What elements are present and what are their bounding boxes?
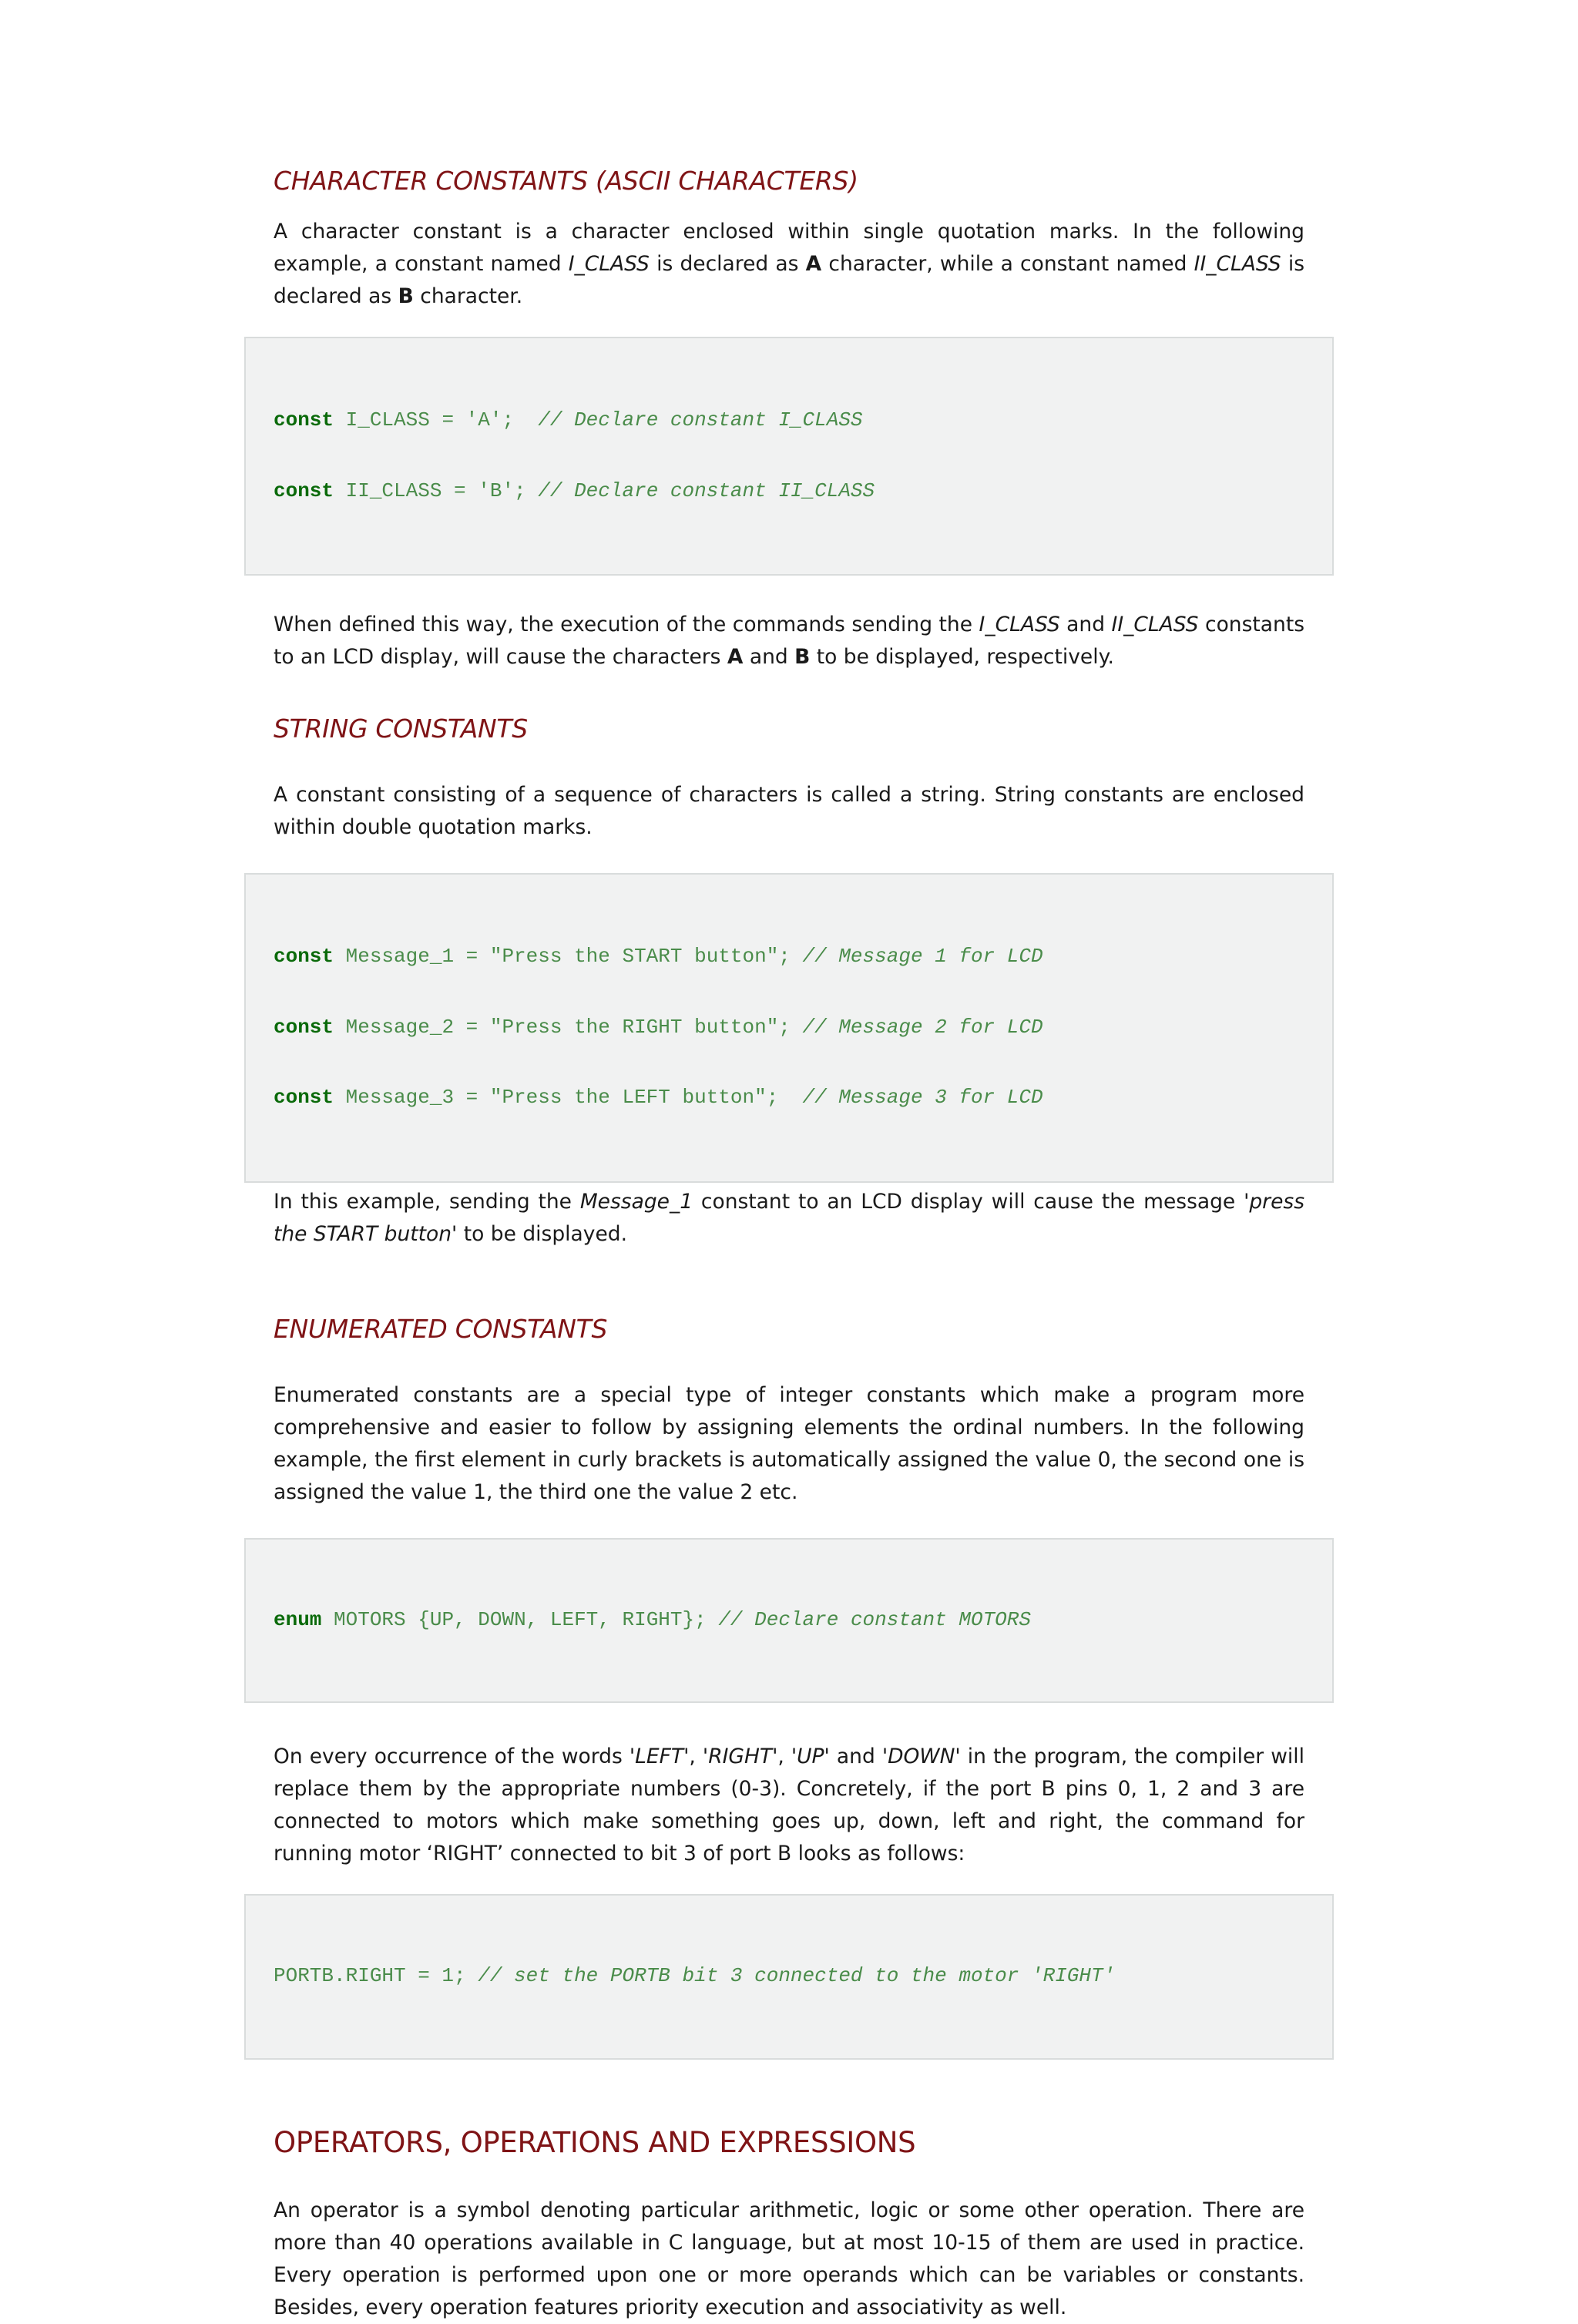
italic-term: II_CLASS	[1111, 613, 1199, 636]
bold-term: A	[805, 252, 822, 276]
text-run: character, while a constant named	[821, 252, 1194, 276]
text-run: ,	[689, 1745, 703, 1768]
code-keyword: const	[274, 1015, 334, 1039]
code-comment: // Message 3 for LCD	[802, 1086, 1043, 1109]
code-block-character-constants	[244, 337, 1334, 576]
code-comment: // Declare constant II_CLASS	[538, 479, 875, 502]
italic-term: I_CLASS	[568, 252, 650, 276]
paragraph-enumerated-constants-intro: Enumerated constants are a special type of integer constants which make a program more comprehensive and easier to follow by assigning elements the ordinal numbers. In the following example, the first element in curly brackets is automatically assigned the value 0, the second one is assigned the value 1, the third one the value 2 etc.	[274, 1382, 1304, 1504]
text-run: is declared as	[274, 252, 1304, 308]
code-keyword: enum	[274, 1607, 322, 1631]
italic-term: II_CLASS	[1194, 252, 1281, 276]
paragraph-character-constants-result	[274, 609, 1304, 673]
italic-term: I_CLASS	[979, 613, 1060, 636]
bold-term: B	[398, 284, 414, 308]
code-keyword: const	[274, 479, 334, 502]
code-keyword: const	[274, 945, 334, 968]
code-block-portb	[244, 1894, 1334, 2060]
code-text: I_CLASS = 'A';	[334, 408, 539, 432]
italic-term: 'DOWN'	[881, 1745, 961, 1768]
section-heading-string-constants: STRING CONSTANTS	[274, 714, 528, 744]
text-run: A character constant is a character enclosed within single quotation marks. In the following example, a constant named	[274, 220, 1304, 276]
text-run: constants to an LCD display, will cause the characters	[274, 613, 1305, 669]
code-keyword: const	[274, 1086, 334, 1109]
text-run: constant to an LCD display will cause the message	[693, 1189, 1244, 1214]
text-run: ,	[777, 1745, 791, 1768]
text-run: When defined this way, the execution of the commands sending the	[274, 613, 979, 636]
paragraph-operators-intro: An operator is a symbol denoting particular arithmetic, logic or some other operation. There are more than 40 operations available in C language, but at most 10-15 of them are used in practice. Every operation is performed upon one or more operands which can be variables or constants. Besides, every operation features priority execution and associativity as well.	[274, 2198, 1304, 2319]
code-comment: // Declare constant I_CLASS	[538, 408, 863, 432]
code-block-enum	[244, 1538, 1334, 1704]
code-text: Message_3 = "Press the LEFT button";	[334, 1086, 803, 1109]
code-comment: // Declare constant MOTORS	[718, 1607, 1031, 1631]
text-run: On every occurrence of the words	[274, 1745, 630, 1768]
code-line	[274, 945, 1304, 969]
italic-term: 'press the START button'	[274, 1189, 1304, 1246]
paragraph-string-constants-result	[274, 1186, 1304, 1251]
text-run: to be displayed.	[457, 1221, 627, 1246]
text-run: and	[829, 1745, 882, 1768]
text-run: to be displayed, respectively.	[810, 645, 1114, 669]
code-line	[274, 408, 1304, 432]
section-heading-operators: OPERATORS, OPERATIONS AND EXPRESSIONS	[274, 2125, 916, 2159]
text-run: in the program, the compiler will replace them by the appropriate numbers (0-3). Concretely, if the port B pins 0, 1, 2 and 3 are connected to motors which make something goes up, down, left and right, the command for running motor ‘RIGHT’ connected to bit 3 of port B looks as follows:	[274, 1745, 1305, 1866]
italic-term: 'RIGHT'	[702, 1745, 778, 1768]
code-text: Message_1 = "Press the START button";	[334, 945, 803, 968]
text-run: and	[743, 645, 795, 669]
italic-term: 'UP'	[791, 1745, 830, 1768]
paragraph-enumerated-constants-usage	[274, 1741, 1304, 1870]
code-line	[274, 1608, 1304, 1632]
code-line	[274, 479, 1304, 503]
text-run: character.	[413, 284, 523, 308]
document-content	[274, 166, 1304, 2324]
code-text: MOTORS {UP, DOWN, LEFT, RIGHT};	[321, 1607, 719, 1631]
text-run: and	[1059, 613, 1112, 636]
text-run: is declared as	[649, 252, 806, 276]
code-line	[274, 1964, 1304, 1988]
text-run: In this example, sending the	[274, 1189, 580, 1214]
code-keyword: const	[274, 408, 334, 432]
code-comment: // Message 1 for LCD	[802, 945, 1043, 968]
code-text: PORTB.RIGHT = 1;	[274, 1964, 478, 1987]
paragraph-string-constants-intro: A constant consisting of a sequence of characters is called a string. String constants are enclosed within double quotation marks.	[274, 783, 1304, 839]
section-heading-enumerated-constants: ENUMERATED CONSTANTS	[274, 1313, 608, 1344]
bold-term: A	[727, 645, 744, 669]
code-line	[274, 1016, 1304, 1039]
bold-term: B	[794, 645, 811, 669]
code-comment: // set the PORTB bit 3 connected to the motor 'RIGHT'	[478, 1964, 1116, 1987]
italic-term: 'LEFT'	[629, 1745, 690, 1768]
paragraph-character-constants-intro	[274, 216, 1304, 313]
code-text: II_CLASS = 'B';	[334, 479, 539, 502]
section-heading-character-constants: CHARACTER CONSTANTS (ASCII CHARACTERS)	[274, 166, 858, 196]
code-text: Message_2 = "Press the RIGHT button";	[334, 1015, 803, 1039]
italic-term: Message_1	[579, 1189, 693, 1214]
code-comment: // Message 2 for LCD	[802, 1015, 1043, 1039]
code-block-string-constants	[244, 873, 1334, 1183]
code-line	[274, 1086, 1304, 1110]
